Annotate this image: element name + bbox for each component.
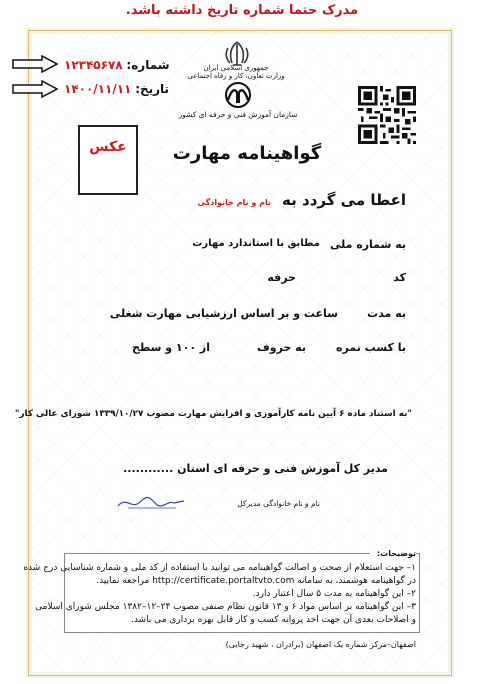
qr-code-icon (358, 86, 416, 144)
issuing-center: اصفهان–مرکز شماره یک اصفهان (برادران ، شهید رجایی) (225, 640, 416, 649)
score-in-letters-label: به حروف (256, 341, 306, 354)
code-label: کد (393, 271, 406, 284)
photo-label: عکس (89, 139, 127, 155)
score-label: با کسب نمره (336, 341, 406, 354)
photo-placeholder (78, 125, 138, 195)
level-label: از ۱۰۰ و سطح (131, 341, 210, 354)
trade-label: حرفه (267, 271, 296, 284)
note-line: و اصلاحات بعدی آن جهت اخذ پروانه کسب و کار قابل بهره برداری می باشد. (130, 615, 416, 625)
certificate-title: گواهینامه مهارت (172, 143, 322, 164)
signature-scribble (116, 492, 186, 512)
hours-assessment-label: ساعت و بر اساس ارزشیابی مهارت شغلی (109, 307, 338, 320)
arrow-right-icon (12, 80, 58, 98)
organization-name: سازمان آموزش فنی و حرفه ای کشور (178, 110, 298, 119)
note-line: ۳– این گواهینامه بر اساس مواد ۶ و ۱۳ قانون نظام صنفی مصوب ۲۴–۱۲–۱۳۸۲ مجلس شورای اسلامی (35, 602, 416, 612)
notes-heading: توضیحات: (370, 549, 416, 558)
note-line: ۱– جهت استعلام از صحت و اصالت گواهینامه می توانید با استفاده از کد ملی و شماره شناسایی درج شده (23, 563, 416, 573)
awarded-to-line: اعطا می گردد به نام و نام خانوادگی (197, 191, 406, 209)
tvto-logo-icon (218, 82, 258, 108)
arrow-right-icon (12, 55, 58, 73)
director-general-title: مدیر کل آموزش فنی و حرفه ای استان ............ (123, 462, 388, 475)
note-line: ۲– این گواهینامه به مدت ۵ سال اعتبار دارد. (252, 589, 416, 599)
regulation-statement: "به استناد ماده ۶ آیین نامه کارآموزی و افزایش مهارت مصوب ۱۳۳۹/۱۰/۲۷ شورای عالی کار" (14, 409, 412, 419)
certificate-date: تاریخ: ۱۴۰۰/۱۱/۱۱ (64, 82, 170, 96)
director-name-caption: نام و نام خانوادگی مدیرکل (237, 499, 320, 508)
ministry-name: وزارت تعاون، کار و رفاه اجتماعی (187, 72, 285, 80)
skill-standard-label: مطابق با استاندارد مهارت (192, 238, 320, 249)
duration-label: به مدت (367, 307, 406, 320)
required-number-date-notice: مدرک حتما شماره تاریخ داشته باشد. (125, 3, 359, 18)
government-name: جمهوری اسلامی ایران (203, 64, 269, 72)
note-line: در گواهینامه هوشمند، به سامانه http://certificate.portaltvto.com مراجعه نمایید. (96, 576, 416, 586)
certificate-number: شماره: ۱۲۳۴۵۶۷۸ (64, 58, 170, 72)
national-id-label: به شماره ملی (329, 238, 406, 251)
